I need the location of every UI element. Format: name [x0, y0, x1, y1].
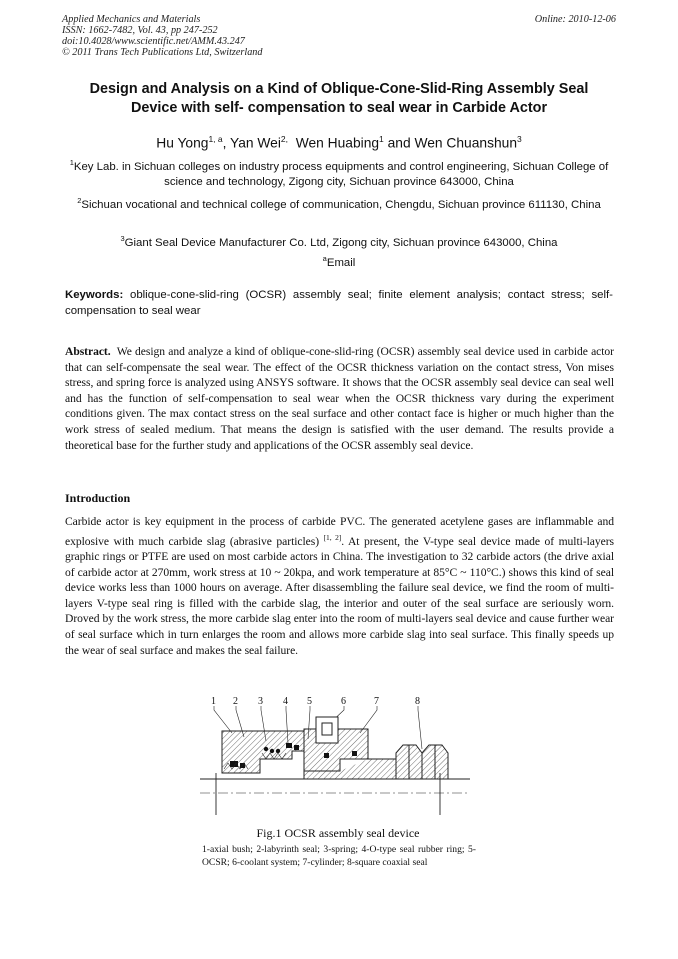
- figure-caption: Fig.1 OCSR assembly seal device: [256, 826, 420, 840]
- doi-line: doi:10.4028/www.scientific.net/AMM.43.247: [62, 36, 245, 47]
- journal-header: [62, 14, 616, 58]
- author-separator: [288, 136, 296, 151]
- email-label: Email: [326, 256, 356, 269]
- seal-device-figure: [200, 693, 470, 815]
- author-superscript: 2,: [280, 134, 289, 144]
- square-coaxial-seal: [396, 745, 448, 779]
- part-label: 2: [233, 696, 238, 707]
- introduction-heading: Introduction: [65, 491, 131, 505]
- author-name: Wen Huabing: [295, 135, 380, 151]
- journal-name: Applied Mechanics and Materials: [62, 14, 201, 25]
- author-superscript: 3: [517, 134, 522, 144]
- part-label: 4: [283, 696, 288, 707]
- part-label: 1: [211, 696, 216, 707]
- affiliation-superscript: 3: [120, 234, 125, 243]
- part-label: 5: [307, 696, 312, 707]
- copyright-line: © 2011 Trans Tech Publications Ltd, Switzerland: [62, 47, 263, 58]
- author-separator: and: [383, 135, 415, 151]
- affiliation-superscript: a: [322, 254, 327, 263]
- affiliation-2: [62, 193, 616, 213]
- seal-device-drawing: [200, 693, 470, 815]
- affiliation-1: [62, 155, 616, 191]
- paper-title: [40, 80, 638, 118]
- keywords-text: oblique-cone-slid-ring (OCSR) assembly seal; finite element analysis; contact stress; self- compensation to seal wear: [65, 289, 613, 317]
- author-name: Wen Chuanshun: [414, 135, 517, 151]
- author-superscript: 1: [379, 134, 384, 144]
- author-name: Yan Wei: [230, 135, 281, 151]
- affiliation-text: Key Lab. in Sichuan colleges on industry process equipments and control engineering, Sichuan College of science and technology, Zigong city, Sichuan province 643000, China: [73, 160, 609, 189]
- keywords-label: Keywords:: [65, 289, 124, 301]
- intro-text-part-1: Carbide actor is key equipment in the process of carbide PVC. The generated acetylene gases are inflammable and explosive with much carbide slag (abrasive particles): [65, 515, 614, 548]
- author-list: [40, 130, 638, 153]
- citation-ref: [1, 2]: [323, 532, 342, 542]
- issn-line: ISSN: 1662-7482, Vol. 43, pp 247-252: [62, 25, 218, 36]
- part-label: 3: [258, 696, 263, 707]
- part-label: 7: [374, 696, 379, 707]
- title-line-1: Design and Analysis on a Kind of Oblique-Cone-Slid-Ring Assembly Seal: [89, 81, 589, 97]
- author-superscript: 1, a: [208, 134, 223, 144]
- intro-text-part-2: . At present, the V-type seal device made of multi-layers graphic rings or PTFE are used on most carbide actors in China. The investigation to 32 carbide actors (the drive axial of carbide actor at 270mm, work stress at 10 ~ 20kpa, and work temperature at 85°C ~ 110°C.) shows this kind of seal device works less than 1000 hours on average. After disassembling the failure seal device, we find the room of multi-layers V-type seal ring is filled with the carbide slag, the interior and outer of the seal surface are seriously worn. Droved by the work stress, the more carbide slag enter into the room of multi-layers seal device and cause further wear of seal surface which in turn enlarges the room and allows more carbide slag into seal surface. This finally speeds up the wear of seal surface and makes the seal failure.: [65, 534, 615, 657]
- figure-legend: 1-axial bush; 2-labyrinth seal; 3-spring; 4-O-type seal rubber ring; 5-OCSR; 6-coolant system; 7-cylinder; 8-square coaxial seal: [202, 844, 476, 868]
- online-date: Online: 2010-12-06: [534, 14, 616, 25]
- abstract-block: [65, 344, 614, 453]
- author-separator: ,: [222, 135, 231, 151]
- affiliation-text: Giant Seal Device Manufacturer Co. Ltd, Zigong city, Sichuan province 643000, China: [124, 236, 558, 249]
- keywords-block: [65, 288, 613, 319]
- part-label: 8: [415, 696, 420, 707]
- part-label: 6: [341, 696, 346, 707]
- affiliation-text: Sichuan vocational and technical college of communication, Chengdu, Sichuan province 611130, China: [81, 198, 601, 211]
- affiliation-superscript: 1: [69, 158, 74, 167]
- title-line-2: Device with self- compensation to seal wear in Carbide Actor: [130, 100, 548, 116]
- author-name: Hu Yong: [156, 135, 209, 151]
- affiliation-email: [62, 251, 616, 271]
- introduction-body: [65, 514, 614, 658]
- affiliation-3: [62, 231, 616, 251]
- abstract-text: We design and analyze a kind of oblique-cone-slid-ring (OCSR) assembly seal device used in carbide actor that can self-compensate the seal wear. The effect of the OCSR thickness variation on the contact stress, Von mises stress, and spring force is analyzed using ANSYS software. It shows that the OCSR assembly seal device can seal well and has the function of self-compensation to seal wear when the OCSR thickness vary during the experiment conditions given. The max contact stress on the seal surface and other contact face is higher or much higher than the work stress of sealed medium. That means the design is satisfied with the user demand. The results provide a theoretical base for the further study and applications of the OCSR assembly seal device.: [65, 345, 614, 452]
- affiliation-superscript: 2: [77, 196, 82, 205]
- abstract-label: Abstract.: [65, 345, 111, 358]
